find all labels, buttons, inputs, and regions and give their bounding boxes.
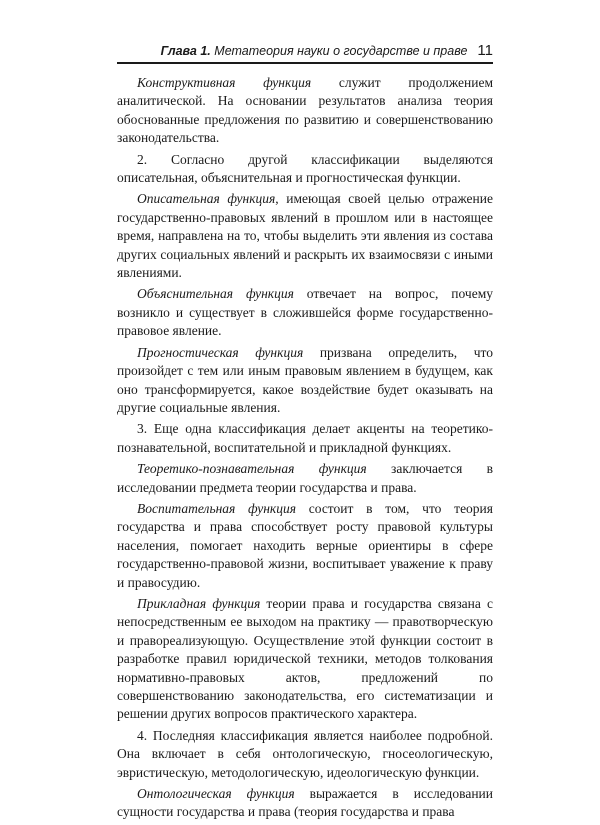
paragraph-text: заключается в исследовании предмета теории государства и права. xyxy=(117,461,494,495)
italic-term: Воспитательная функция xyxy=(137,500,296,516)
paragraph xyxy=(117,420,493,457)
paragraph xyxy=(117,344,493,418)
chapter-heading xyxy=(161,44,468,62)
italic-term: Онтологическая функция xyxy=(137,786,295,802)
paragraph-text: 2. Согласно другой классификации выделяются описательная, объяснительная и прогностическая функции. xyxy=(117,151,493,186)
paragraph-text: призвана определить, что произойдет с тем или иным правовым явлением в будущем, как оно трансформируется, какое воздействие будет оказывать на другие социальные явления. xyxy=(117,344,493,415)
body-text xyxy=(117,74,493,825)
page-number: 11 xyxy=(477,42,493,59)
paragraph-text: 4. Последняя классификация является наиболее подробной. Она включает в себя онтологическую, гносеологическую, эвристическую, методологическую, идеологическую функции. xyxy=(117,727,493,780)
paragraph xyxy=(117,74,493,148)
paragraph xyxy=(117,190,493,282)
paragraph-text: служит продолжением аналитической. На основании результатов анализа теория обоснованные предложения по развитию и совершенствованию законодательства. xyxy=(117,75,493,146)
italic-term: Теоретико-познавательная функция xyxy=(137,461,367,477)
paragraph xyxy=(117,785,493,822)
chapter-title: Метатеория науки о государстве и праве xyxy=(214,44,468,58)
italic-term: Объяснительная функция xyxy=(137,286,294,302)
paragraph xyxy=(117,727,493,782)
italic-term: Прогностическая функция xyxy=(137,344,304,360)
italic-term: Прикладная функция xyxy=(137,595,261,611)
paragraph-text: состоит в том, что теория государства и права способствует росту правовой культуры населения, помогает находить верные ориентиры в сфере государственно-правовой жизни, воспитывает уважение к праву и правосудию. xyxy=(117,500,493,590)
paragraph-text: выражается в исследовании сущности государства и права (теория государства и права xyxy=(117,786,493,820)
paragraph-text: , имеющая своей целью отражение государственно-правовых явлений в прошлом или в настоящее время, направлена на то, чтобы выделить эти явления из состава других социальных явлений и раскрыть их взаимосвязи с иными явлениями. xyxy=(117,191,493,281)
italic-term: Конструктивная функция xyxy=(137,75,312,90)
running-header xyxy=(117,40,493,64)
italic-term: Описательная функция xyxy=(137,191,276,207)
paragraph xyxy=(117,460,493,497)
paragraph-text: 3. Еще одна классификация делает акценты на теоретико-познавательной, воспитательной и прикладной функциях. xyxy=(117,421,493,455)
paragraph xyxy=(117,595,493,724)
paragraph-text: теории права и государства связана с непосредственным ее выходом на практику — правотворческую и правореализующую. Осуществление этой функции состоит в разработке правил юридической техники, методов толкования нормативно-правовых актов, предложений по совершенствованию законодательства, его систематизации и решении других вопросов практического характера. xyxy=(117,595,494,722)
chapter-label: Глава 1. xyxy=(160,44,211,58)
paragraph xyxy=(117,500,493,592)
paragraph xyxy=(117,151,493,188)
paragraph xyxy=(117,285,493,340)
paragraph-text: отвечает на вопрос, почему возникло и существует в сложившейся форме государственно-правовое явление. xyxy=(117,286,493,339)
